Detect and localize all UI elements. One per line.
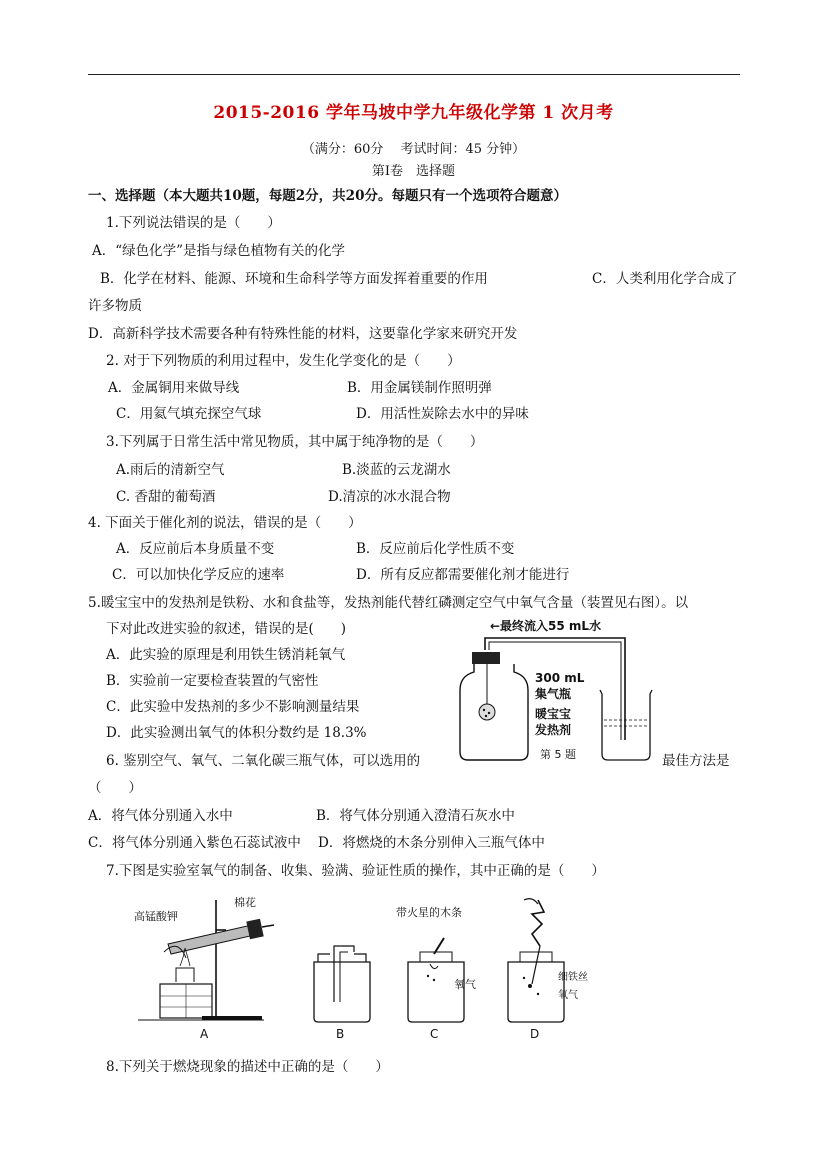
section-heading: 一、选择题（本大题共10题，每题2分，共20分。每题只有一个选项符合题意） [88, 188, 567, 204]
q2-stem: 2. 对于下列物质的利用过程中，发生化学变化的是（ ） [106, 353, 461, 369]
q3-option-a: A.雨后的清新空气 [116, 462, 225, 478]
q7-fig-label-iron: 细铁丝 [558, 972, 588, 983]
q6-option-a: A．将气体分别通入水中 [88, 808, 233, 824]
q7-fig-label-kmno4: 高锰酸钾 [134, 910, 178, 923]
q7-letter-a: A [200, 1027, 209, 1041]
q7-stem: 7.下图是实验室氧气的制备、收集、验满、验证性质的操作，其中正确的是（ ） [106, 863, 605, 879]
q7-setup-c [396, 905, 476, 1041]
q6-option-c: C．将气体分别通入紫色石蕊试液中 [88, 835, 301, 851]
q5-stem-cont: 下对此改进实验的叙述，错误的是( ) [106, 621, 347, 637]
q6-option-d: D．将燃烧的木条分别伸入三瓶气体中 [318, 835, 545, 851]
q6-blank: （ ） [88, 780, 142, 796]
q5-fig-caption: 第 5 题 [540, 748, 576, 761]
q7-letter-d: D [530, 1027, 540, 1041]
q4-option-b: B．反应前后化学性质不变 [356, 541, 515, 557]
q5-fig-bottle-label: 集气瓶 [535, 687, 572, 701]
q4-stem: 4. 下面关于催化剂的说法，错误的是（ ） [88, 515, 362, 531]
q1-option-d: D．高新科学技术需要各种有特殊性能的材料，这要靠化学家来研究开发 [88, 326, 518, 342]
q5-option-c: C．此实验中发热剂的多少不影响测量结果 [106, 699, 360, 715]
q7-setup-a [134, 895, 274, 1041]
q7-experiment-figure [128, 890, 588, 1046]
q8-stem: 8.下列关于燃烧现象的描述中正确的是（ ） [106, 1059, 389, 1075]
exam-meta: （满分：60分 考试时间：45 分钟） [301, 142, 526, 157]
page-title: 2015-2016 学年马坡中学九年级化学第 1 次月考 [213, 103, 614, 123]
q5-option-d: D．此实验测出氧气的体积分数约是 18.3% [106, 725, 367, 741]
q6-stem: 6. 鉴别空气、氧气、二氧化碳三瓶气体，可以选用的 [106, 753, 421, 769]
q5-option-a: A．此实验的原理是利用铁生锈消耗氧气 [106, 647, 346, 663]
q5-fig-top-label: ←最终流入55 mL水 [490, 619, 602, 633]
q5-option-b: B．实验前一定要检查装置的气密性 [106, 673, 319, 689]
q6-option-b: B．将气体分别通入澄清石灰水中 [316, 808, 515, 824]
q3-option-b: B.淡蓝的云龙湖水 [342, 462, 451, 478]
q7-letter-b: B [336, 1027, 345, 1041]
q4-option-a: A．反应前后本身质量不变 [116, 541, 275, 557]
q7-fig-label-oxygen-d: 氧气 [558, 990, 578, 1001]
q5-fig-warmer-label: 暖宝宝 [535, 707, 572, 721]
q2-option-d: D．用活性炭除去水中的异味 [356, 406, 529, 422]
q7-setup-d [508, 899, 588, 1041]
volume-heading: 第Ⅰ卷 选择题 [371, 164, 456, 179]
q7-fig-label-cotton: 棉花 [234, 896, 256, 909]
q4-option-c: C．可以加快化学反应的速率 [112, 567, 285, 583]
q5-stem: 5.暖宝宝中的发热剂是铁粉、水和食盐等，发热剂能代替红磷测定空气中氧气含量（装置见右图）。以 [88, 595, 689, 611]
q2-option-b: B．用金属镁制作照明弹 [347, 380, 492, 396]
q3-option-c: C. 香甜的葡萄酒 [116, 489, 216, 505]
q1-stem: 1.下列说法错误的是（ ） [106, 215, 281, 231]
q1-option-c-cont: 许多物质 [88, 298, 142, 314]
q3-option-d: D.清凉的冰水混合物 [328, 489, 451, 505]
q1-option-b: B．化学在材料、能源、环境和生命科学等方面发挥着重要的作用 [100, 271, 488, 287]
q4-option-d: D．所有反应都需要催化剂才能进行 [356, 567, 570, 583]
q3-stem: 3.下列属于日常生活中常见物质，其中属于纯净物的是（ ） [106, 434, 484, 450]
q1-option-a: A．“绿色化学”是指与绿色植物有关的化学 [92, 243, 346, 259]
q2-option-c: C．用氦气填充探空气球 [116, 406, 262, 422]
q6-stem-end: 最佳方法是 [662, 753, 730, 769]
q7-fig-label-splint: 带火星的木条 [396, 906, 462, 919]
q5-fig-agent-label: 发热剂 [535, 723, 572, 737]
header-rule [88, 74, 740, 75]
q1-option-c: C．人类利用化学合成了 [592, 271, 738, 287]
q7-fig-label-oxygen-c: 氧气 [454, 978, 476, 991]
q7-setup-b [314, 946, 370, 1041]
q5-apparatus-figure [450, 612, 660, 766]
q5-fig-volume-label: 300 mL [535, 671, 585, 685]
q7-letter-c: C [430, 1027, 439, 1041]
q2-option-a: A．金属铜用来做导线 [108, 380, 240, 396]
